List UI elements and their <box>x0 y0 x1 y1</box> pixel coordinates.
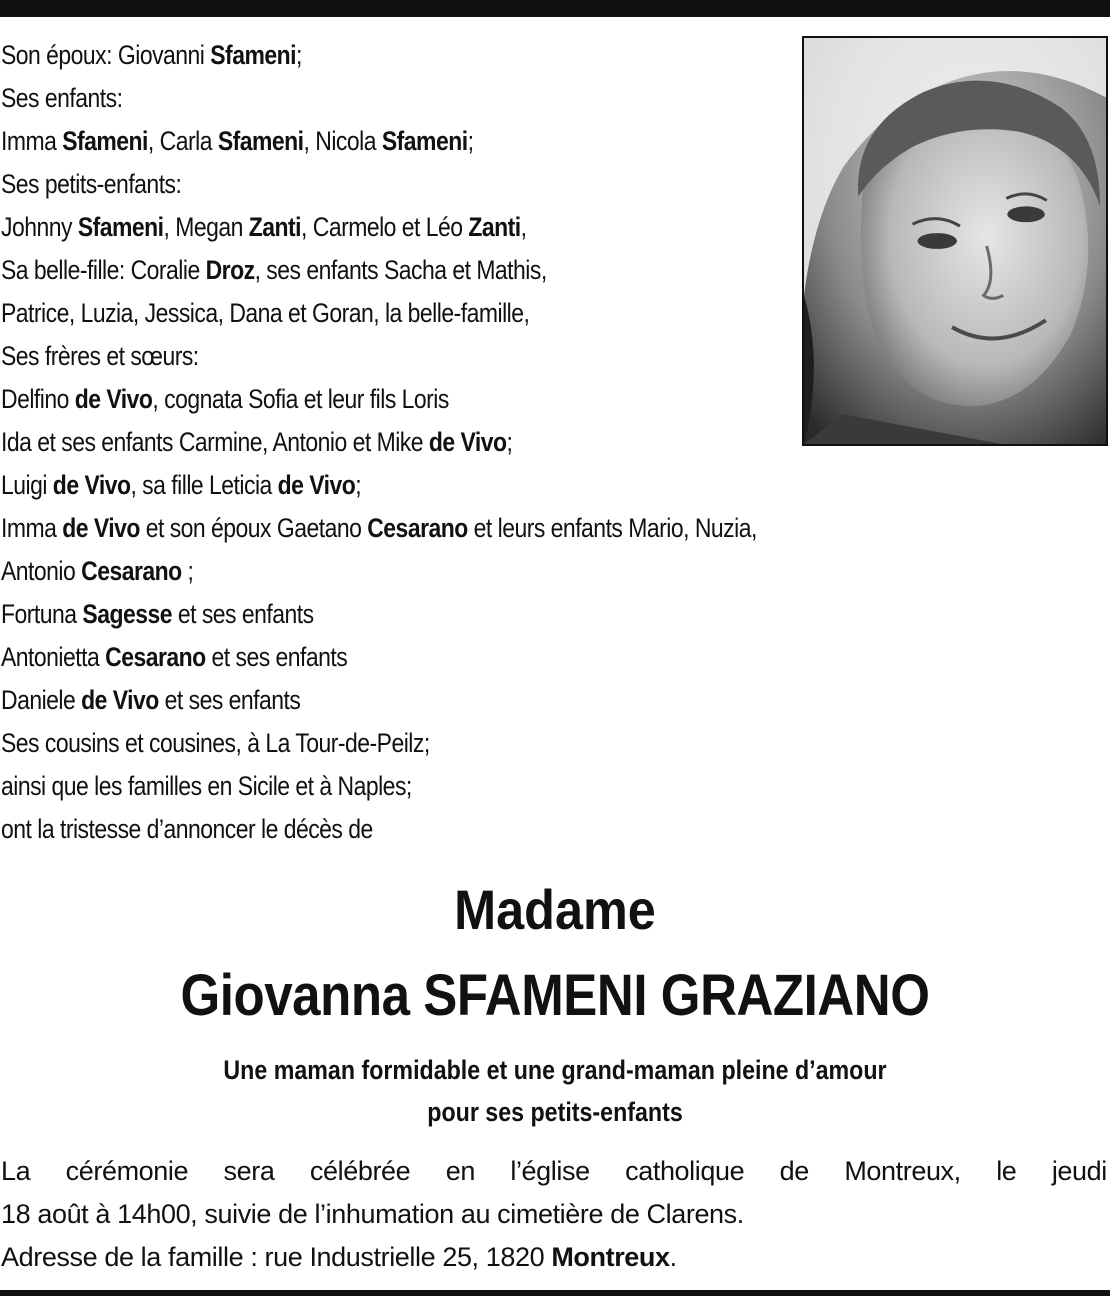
family-text: Antonietta <box>1 642 106 672</box>
family-text: , Carla <box>147 126 218 156</box>
family-surname: Sfameni <box>210 40 296 70</box>
family-line <box>1 765 936 808</box>
family-text: ; <box>295 40 302 70</box>
family-surname: de Vivo <box>74 384 153 414</box>
family-text: Imma <box>1 513 63 543</box>
address-suffix: . <box>669 1242 677 1272</box>
family-surname: Sfameni <box>217 126 304 156</box>
family-text: Ses frères et sœurs: <box>1 341 199 371</box>
ceremony-word: l’église <box>510 1156 590 1186</box>
family-line <box>1 249 936 292</box>
family-text: Imma <box>1 126 63 156</box>
family-surname: Cesarano <box>105 642 206 672</box>
family-text: et leurs enfants Mario, Nuzia, <box>467 513 757 543</box>
family-text: Daniele <box>1 685 82 715</box>
family-line <box>1 550 936 593</box>
family-text: ; <box>181 556 194 586</box>
family-text: Ses petits-enfants: <box>1 169 182 199</box>
family-text: , cognata Sofia et leur fils Loris <box>152 384 449 414</box>
family-line <box>1 292 936 335</box>
family-text: et ses enfants <box>171 599 314 629</box>
family-surname: Zanti <box>468 212 521 242</box>
family-text: ; <box>355 470 362 500</box>
deceased-honorific: Madame <box>454 878 656 941</box>
ceremony-word: sera <box>223 1156 275 1186</box>
family-text: Son époux: Giovanni <box>1 40 211 70</box>
family-text: ; <box>506 427 513 457</box>
family-text: ; <box>467 126 474 156</box>
family-text: Fortuna <box>1 599 83 629</box>
family-text: , <box>520 212 527 242</box>
address-text: Adresse de la famille : rue Industrielle 25, 1820 <box>1 1242 552 1272</box>
ceremony-word: La <box>1 1156 31 1186</box>
family-line <box>1 722 936 765</box>
top-rule <box>0 0 1110 17</box>
ceremony-word: cérémonie <box>65 1156 189 1186</box>
family-surname: Droz <box>205 255 255 285</box>
family-surname: Sagesse <box>82 599 172 629</box>
family-surname: de Vivo <box>428 427 507 457</box>
ceremony-word: catholique <box>625 1156 745 1186</box>
family-line <box>1 679 936 722</box>
family-line <box>1 421 936 464</box>
family-line <box>1 335 936 378</box>
family-surname: Sfameni <box>62 126 148 156</box>
family-line <box>1 808 936 851</box>
family-surname: de Vivo <box>62 513 140 543</box>
ceremony-word: le <box>996 1156 1017 1186</box>
family-surname: de Vivo <box>52 470 131 500</box>
family-text: Ses enfants: <box>1 83 123 113</box>
family-line <box>1 378 936 421</box>
family-text: , Nicola <box>303 126 382 156</box>
family-surname: Zanti <box>248 212 302 242</box>
family-line <box>1 593 936 636</box>
family-line <box>1 163 936 206</box>
ceremony-notice <box>1 1150 1107 1279</box>
family-surname: de Vivo <box>81 685 159 715</box>
family-surname: Sfameni <box>77 212 164 242</box>
family-text: Johnny <box>1 212 78 242</box>
family-line <box>1 636 936 679</box>
address-city: Montreux <box>551 1242 670 1272</box>
tribute-line: pour ses petits-enfants <box>427 1097 683 1127</box>
ceremony-word: de <box>779 1156 809 1186</box>
ceremony-word: célébrée <box>309 1156 411 1186</box>
ceremony-line: 18 août à 14h00, suivie de l’inhumation au cimetière de Clarens. <box>1 1199 744 1229</box>
family-text: et ses enfants <box>158 685 301 715</box>
ceremony-word: Montreux, <box>844 1156 961 1186</box>
family-text: , sa fille Leticia <box>130 470 278 500</box>
family-text: ainsi que les familles en Sicile et à Naples; <box>1 771 412 801</box>
family-text: Antonio <box>1 556 82 586</box>
family-text: Ida et ses enfants Carmine, Antonio et Mike <box>1 427 429 457</box>
family-text: , ses enfants Sacha et Mathis, <box>254 255 547 285</box>
ceremony-word: en <box>445 1156 475 1186</box>
family-line <box>1 464 936 507</box>
family-text: et ses enfants <box>205 642 348 672</box>
family-text: Patrice, Luzia, Jessica, Dana et Goran, la belle-famille, <box>1 298 530 328</box>
family-surname: Cesarano <box>367 513 468 543</box>
family-address <box>1 1236 1107 1279</box>
ceremony-line <box>1 1150 1107 1193</box>
tribute <box>0 1049 1110 1133</box>
family-surname: Cesarano <box>81 556 182 586</box>
family-text: Luigi <box>1 470 53 500</box>
family-line <box>1 77 936 120</box>
family-surname: Sfameni <box>381 126 468 156</box>
family-line <box>1 507 936 550</box>
family-text: , Carmelo et Léo <box>301 212 469 242</box>
family-text: ont la tristesse d’annoncer le décès de <box>1 814 373 844</box>
family-text: et son époux Gaetano <box>139 513 368 543</box>
family-list <box>1 34 1101 851</box>
deceased-name: Giovanna SFAMENI GRAZIANO <box>180 963 930 1028</box>
family-text: Ses cousins et cousines, à La Tour-de-Peilz; <box>1 728 430 758</box>
family-line <box>1 34 936 77</box>
ceremony-word: jeudi <box>1051 1156 1107 1186</box>
family-surname: de Vivo <box>277 470 356 500</box>
family-line <box>1 206 936 249</box>
bottom-rule <box>0 1290 1110 1296</box>
family-text: , Megan <box>163 212 249 242</box>
tribute-line: Une maman formidable et une grand-maman pleine d’amour <box>223 1055 887 1085</box>
family-line <box>1 120 936 163</box>
family-text: Delfino <box>1 384 75 414</box>
family-text: Sa belle-fille: Coralie <box>1 255 206 285</box>
